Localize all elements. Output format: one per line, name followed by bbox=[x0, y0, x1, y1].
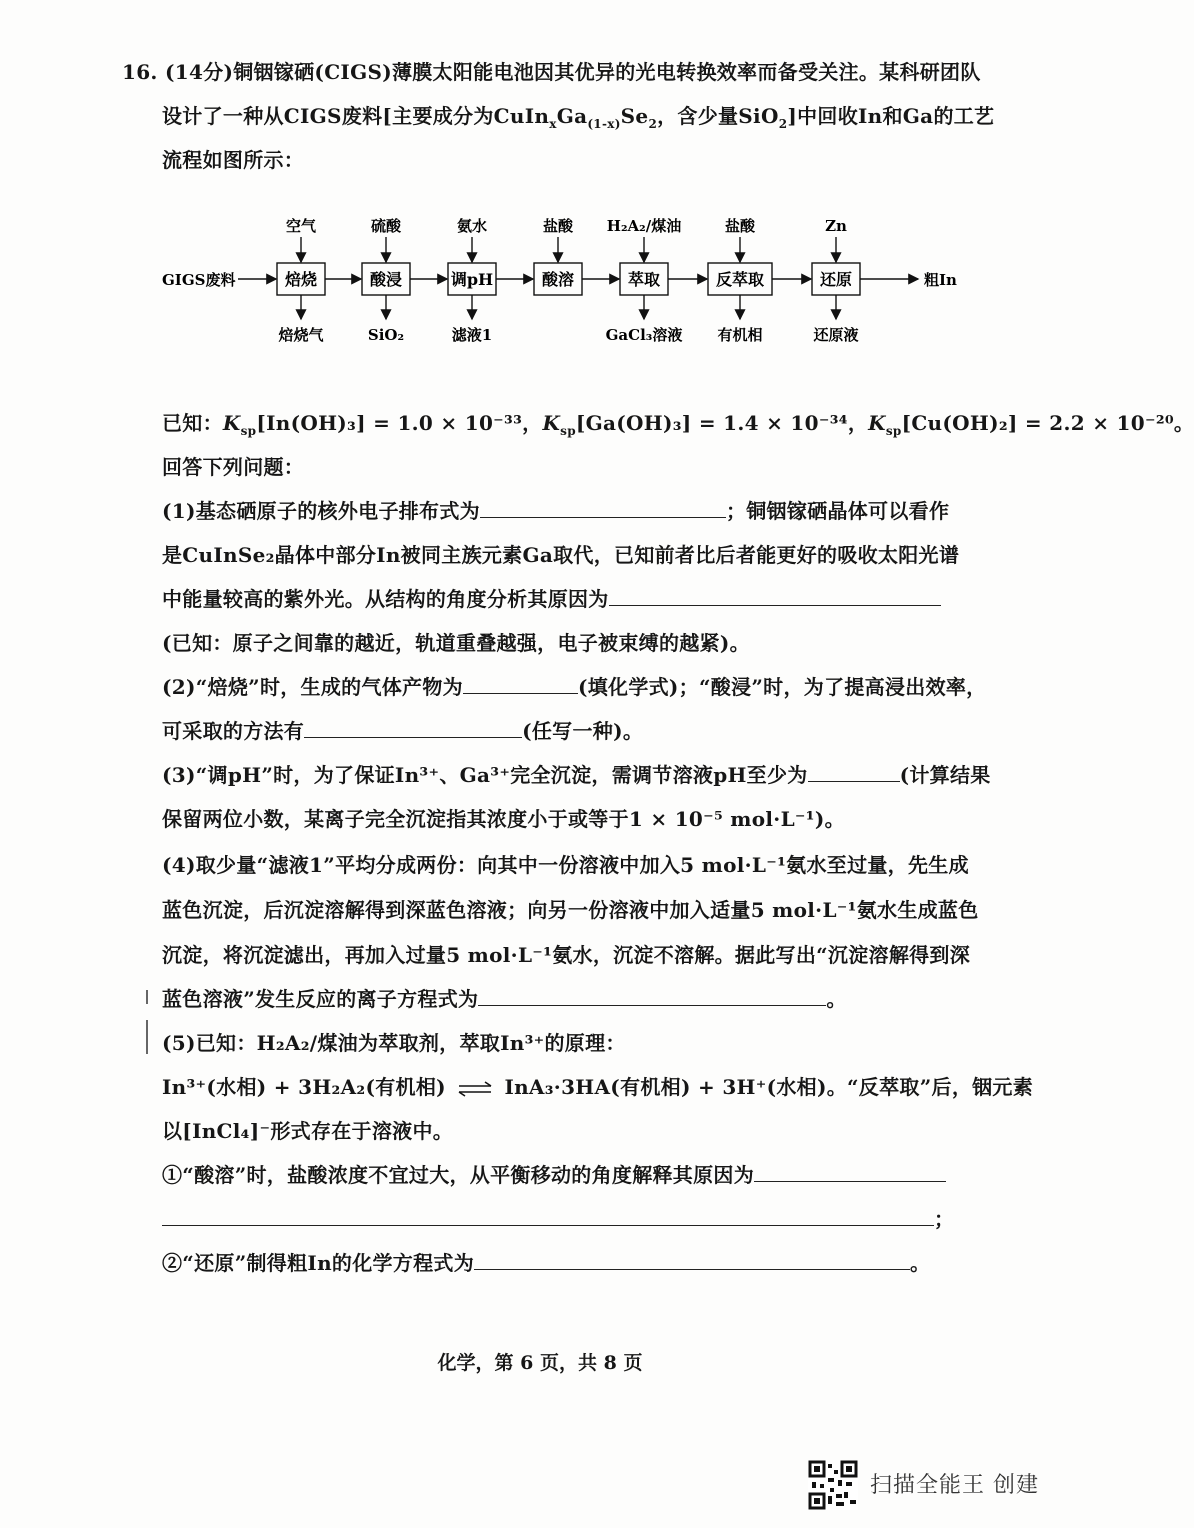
q5-sub-2 bbox=[162, 1248, 930, 1278]
intro-text-1: 铜铟镓硒(CIGS)薄膜太阳能电池因其优异的光电转换效率而备受关注。某科研团队 bbox=[233, 60, 981, 84]
process-flow-diagram bbox=[150, 205, 957, 365]
ksp-cu: [Cu(OH)₂] = 2.2 × 10⁻²⁰。 bbox=[901, 411, 1194, 435]
flow-step-label: 调pH bbox=[450, 270, 494, 289]
q5-sub-1-text: ①“酸溶”时，盐酸浓度不宜过大，从平衡移动的角度解释其原因为 bbox=[162, 1163, 755, 1187]
intro-text-2c: Se bbox=[620, 104, 649, 128]
flow-output-label: 焙烧气 bbox=[278, 326, 324, 344]
qr-code-icon bbox=[808, 1460, 858, 1510]
question-intro-line-3: 流程如图所示： bbox=[162, 148, 305, 172]
flow-input-label: Zn bbox=[825, 217, 847, 235]
flow-input-label: H₂A₂/煤油 bbox=[606, 217, 682, 235]
q4-line-2: 蓝色沉淀，后沉淀溶解得到深蓝色溶液；向另一份溶液中加入适量5 mol·L⁻¹氨水生成蓝色 bbox=[162, 898, 979, 922]
question-intro-line-2: 设计了一种从CIGS废料[主要成分为$CuIn_xGa_{(1-x)}Se_2$，含少量SiO$_2$]中回收In和Ga的工艺 bbox=[162, 104, 995, 131]
flow-step-label: 焙烧 bbox=[284, 270, 318, 289]
q5-sub-1 bbox=[162, 1160, 946, 1190]
flow-output-label: GaCl₃溶液 bbox=[605, 326, 683, 344]
q2-blank-1[interactable] bbox=[463, 675, 578, 694]
intro-text-2a: 设计了一种从CIGS废料[主要成分为CuIn bbox=[162, 104, 550, 128]
q4-line-1: (4)取少量“滤液1”平均分成两份：向其中一份溶液中加入5 mol·L⁻¹氨水至过量，先生成 bbox=[162, 853, 969, 877]
flow-step-label: 反萃取 bbox=[715, 270, 765, 289]
q2-text-a: (2)“焙烧”时，生成的气体产物为 bbox=[162, 675, 463, 699]
flow-input-label: 氨水 bbox=[456, 217, 488, 235]
answer-prompt: 回答下列问题： bbox=[162, 455, 305, 479]
equilibrium-arrow-icon bbox=[457, 1082, 493, 1096]
q5-blank-1b[interactable] bbox=[162, 1207, 934, 1226]
flow-output-label: SiO₂ bbox=[367, 326, 405, 344]
flow-feed-label: GIGS废料 bbox=[162, 271, 236, 289]
q5-sub-2-end: 。 bbox=[910, 1251, 931, 1275]
q1-blank-2[interactable] bbox=[609, 587, 941, 606]
known-prefix: 已知： bbox=[162, 411, 223, 435]
q2-text-d: (任写一种)。 bbox=[522, 719, 644, 743]
question-number: 16. bbox=[122, 60, 158, 84]
q4-line-3: 沉淀，将沉淀滤出，再加入过量5 mol·L⁻¹氨水，沉淀不溶解。据此写出“沉淀溶解得到深 bbox=[162, 943, 971, 967]
scanner-watermark bbox=[808, 1460, 1068, 1516]
flow-input-label: 盐酸 bbox=[542, 217, 574, 235]
margin-mark bbox=[146, 1020, 148, 1054]
q2-blank-2[interactable] bbox=[304, 719, 522, 738]
flow-step-label: 还原 bbox=[819, 270, 853, 289]
q5-eq-left: In³⁺(水相) + 3H₂A₂(有机相) bbox=[162, 1075, 446, 1099]
q1-blank-1[interactable] bbox=[480, 499, 726, 518]
intro-text-2d: ，含少量SiO bbox=[657, 104, 779, 128]
q1-line-1 bbox=[162, 496, 949, 526]
flow-output-label: 有机相 bbox=[717, 326, 763, 344]
q1-line-4: (已知：原子之间靠的越近，轨道重叠越强，电子被束缚的越紧)。 bbox=[162, 631, 750, 655]
flow-step-label: 酸溶 bbox=[541, 270, 575, 289]
flow-input-label: 空气 bbox=[285, 217, 317, 235]
q3-blank[interactable] bbox=[808, 763, 900, 782]
q5-line-1: (5)已知：H₂A₂/煤油为萃取剂，萃取In³⁺的原理： bbox=[162, 1031, 626, 1055]
flow-output-label: 还原液 bbox=[813, 326, 859, 344]
q1-line-3 bbox=[162, 584, 941, 614]
q3-line-1 bbox=[162, 760, 991, 790]
flow-step-label: 萃取 bbox=[627, 270, 661, 289]
q5-equation bbox=[162, 1072, 1033, 1102]
intro-text-2e: ]中回收In和Ga的工艺 bbox=[787, 104, 995, 128]
q1-line-2: 是CuInSe₂晶体中部分In被同主族元素Ga取代，已知前者比后者能更好的吸收太阳光谱 bbox=[162, 543, 960, 567]
margin-mark bbox=[146, 990, 148, 1004]
q2-text-b: (填化学式)；“酸浸”时，为了提高浸出效率， bbox=[577, 675, 987, 699]
q4-line-4 bbox=[162, 984, 847, 1014]
q4-text-b: 。 bbox=[826, 987, 847, 1011]
q3-text-a: (3)“调pH”时，为了保证In³⁺、Ga³⁺完全沉淀，需调节溶液pH至少为 bbox=[162, 763, 808, 787]
question-score: (14分) bbox=[164, 60, 234, 84]
intro-text-2b: Ga bbox=[556, 104, 588, 128]
flow-output-label: 滤液1 bbox=[451, 326, 493, 344]
q5-line-3: 以[InCl₄]⁻形式存在于溶液中。 bbox=[162, 1119, 454, 1143]
scanner-text: 扫描全能王 创建 bbox=[870, 1473, 1039, 1498]
q4-blank[interactable] bbox=[478, 987, 826, 1006]
q2-text-c: 可采取的方法有 bbox=[162, 719, 305, 743]
q5-eq-right: InA₃·3HA(有机相) + 3H⁺(水相)。“反萃取”后，铟元素 bbox=[504, 1075, 1034, 1099]
known-ksp: 已知：$K_{sp}[In(OH)_3] = 1.0 \times 10^{-33}$，$K_{sp}[Ga(OH)_3] = 1.4 \times 10^{-34}$，$K_{sp}[Cu(OH)_2] = 2.2 \times 10^{-20}$。 bbox=[162, 411, 1194, 438]
q5-sub-1-end: ； bbox=[934, 1207, 955, 1231]
flow-input-label: 盐酸 bbox=[724, 217, 756, 235]
q1-text-c: 中能量较高的紫外光。从结构的角度分析其原因为 bbox=[162, 587, 609, 611]
q5-sub-1-cont bbox=[162, 1204, 954, 1234]
flow-step-label: 酸浸 bbox=[369, 270, 403, 289]
q3-line-2: 保留两位小数，某离子完全沉淀指其浓度小于或等于1 × 10⁻⁵ mol·L⁻¹)。 bbox=[162, 807, 845, 831]
flow-input-label: 硫酸 bbox=[370, 217, 402, 235]
ksp-ga: [Ga(OH)₃] = 1.4 × 10⁻³⁴， bbox=[575, 411, 869, 435]
q4-text-a: 蓝色溶液”发生反应的离子方程式为 bbox=[162, 987, 479, 1011]
page-footer: 化学，第 6 页，共 8 页 bbox=[437, 1352, 643, 1374]
q3-text-b: (计算结果 bbox=[899, 763, 991, 787]
q2-line-2 bbox=[162, 716, 643, 746]
q1-text-a: (1)基态硒原子的核外电子排布式为 bbox=[162, 499, 480, 523]
question-intro-line-1 bbox=[122, 57, 981, 87]
q1-text-b: ；铜铟镓硒晶体可以看作 bbox=[725, 499, 950, 523]
q5-sub-2-text: ②“还原”制得粗In的化学方程式为 bbox=[162, 1251, 475, 1275]
q5-blank-1a[interactable] bbox=[754, 1163, 946, 1182]
q5-blank-2[interactable] bbox=[474, 1251, 910, 1270]
ksp-in: [In(OH)₃] = 1.0 × 10⁻³³， bbox=[256, 411, 543, 435]
flow-product-label: 粗In bbox=[924, 271, 957, 289]
q2-line-1 bbox=[162, 672, 987, 702]
